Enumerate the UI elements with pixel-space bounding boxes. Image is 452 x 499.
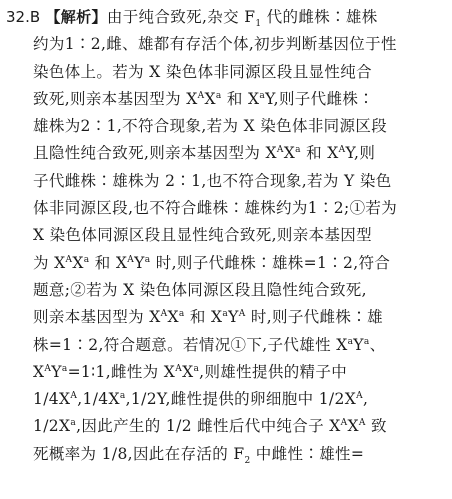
superscript: A (340, 418, 348, 429)
superscript: a (215, 90, 222, 101)
line-text: 约为1∶2,雌、雄都有存活个体,初步判断基因位于性 (33, 35, 397, 54)
solution-line-13 (6, 332, 448, 359)
superscript: a (144, 254, 151, 265)
line-text: $1/4X^A,1/4X^a,1/2Y$,雌性提供的卵细胞中 $1/2X^A$, (33, 390, 369, 409)
line-text: 则亲本基因型为 $X^AX^a$ 和 $X^aY^A$ 时,则子代雌株∶雄 (33, 308, 383, 327)
solution-line-12 (6, 304, 448, 331)
solution-line-6 (6, 140, 448, 167)
superscript: A (358, 418, 366, 429)
line-text: $1/2X^a$,因此产生的 1/2 雌性后代中纯合子 $X^AX^A$ 致 (33, 417, 387, 436)
solution-line-5 (6, 113, 448, 140)
superscript: A (127, 254, 135, 265)
superscript: A (44, 363, 52, 374)
line-text: 由于纯合致死,杂交 $F_1$ 代的雌株∶雄株 (106, 8, 378, 30)
line-text: 为 $X^AX^a$ 和 $X^AY^a$ 时,则子代雌株∶雄株=1∶2,符合 (33, 253, 391, 272)
line-text: 题意;②若为 X 染色体同源区段且隐性纯合致死, (33, 280, 367, 299)
solution-line-9 (6, 222, 448, 249)
superscript: A (197, 90, 205, 101)
superscript: a (83, 254, 90, 265)
solution-line-3 (6, 59, 448, 86)
solution-line-16 (6, 413, 448, 440)
superscript: a (295, 145, 301, 156)
solution-line-14 (6, 359, 448, 386)
solution-line-15 (6, 386, 448, 413)
solution-line-7 (6, 168, 448, 195)
line-text: $X^AY^a=1∶1$,雌性为 $X^AX^a$,则雄性提供的精子中 (33, 362, 348, 381)
superscript: A (356, 391, 363, 401)
solution-line-1 (6, 4, 448, 31)
analysis-tag: 【解析】 (45, 8, 107, 26)
line-text: 体非同源区段,也不符合雌株∶雄株约为1∶2;①若为 (33, 199, 398, 218)
superscript: a (347, 336, 354, 347)
line-text: 雄株为2∶1,不符合现象,若为 X 染色体非同源区段 (33, 117, 388, 136)
superscript: A (160, 309, 168, 320)
line-text: 子代雌株∶雄株为 2∶1,也不符合现象,若为 Y 染色 (33, 171, 392, 190)
line-text: 致死,则亲本基因型为 $X^AX^a$ 和 $X^aY$,则子代雌株∶ (33, 89, 375, 108)
superscript: a (178, 309, 185, 320)
superscript: a (259, 90, 266, 101)
line-text: 且隐性纯合致死,则亲本基因型为 $X^AX^a$ 和 $X^AY$,则 (33, 144, 376, 163)
answer-letter: B (29, 8, 41, 26)
superscript: A (175, 363, 183, 374)
line-text: 染色体上。若为 X 染色体非同源区段且显性纯合 (33, 62, 372, 81)
line-text: 株=1∶2,符合题意。若情况①下,子代雄性 $X^aY^a$、 (33, 335, 386, 354)
superscript: a (363, 336, 370, 347)
question-number: 32. (6, 8, 30, 26)
superscript: A (70, 391, 78, 401)
solution-line-11 (6, 277, 448, 304)
superscript: A (238, 309, 246, 320)
line-text: 死概率为 1/8,因此在存活的 $F_2$ 中雌性∶雄性= (33, 444, 365, 466)
solution-line-2 (6, 31, 448, 58)
subscript: 2 (244, 455, 251, 466)
superscript: a (70, 418, 77, 429)
superscript: a (119, 391, 126, 401)
line-text: X 染色体同源区段且显性纯合致死,则亲本基因型 (33, 226, 372, 245)
superscript: a (193, 363, 200, 374)
superscript: a (61, 363, 68, 374)
subscript: 1 (255, 19, 262, 30)
superscript: A (338, 145, 346, 156)
superscript: A (65, 254, 73, 265)
solution-line-17 (6, 441, 448, 468)
solution-line-4 (6, 86, 448, 113)
superscript: a (222, 309, 229, 320)
solution-line-8 (6, 195, 448, 222)
superscript: A (276, 145, 284, 156)
solution-line-10 (6, 250, 448, 277)
